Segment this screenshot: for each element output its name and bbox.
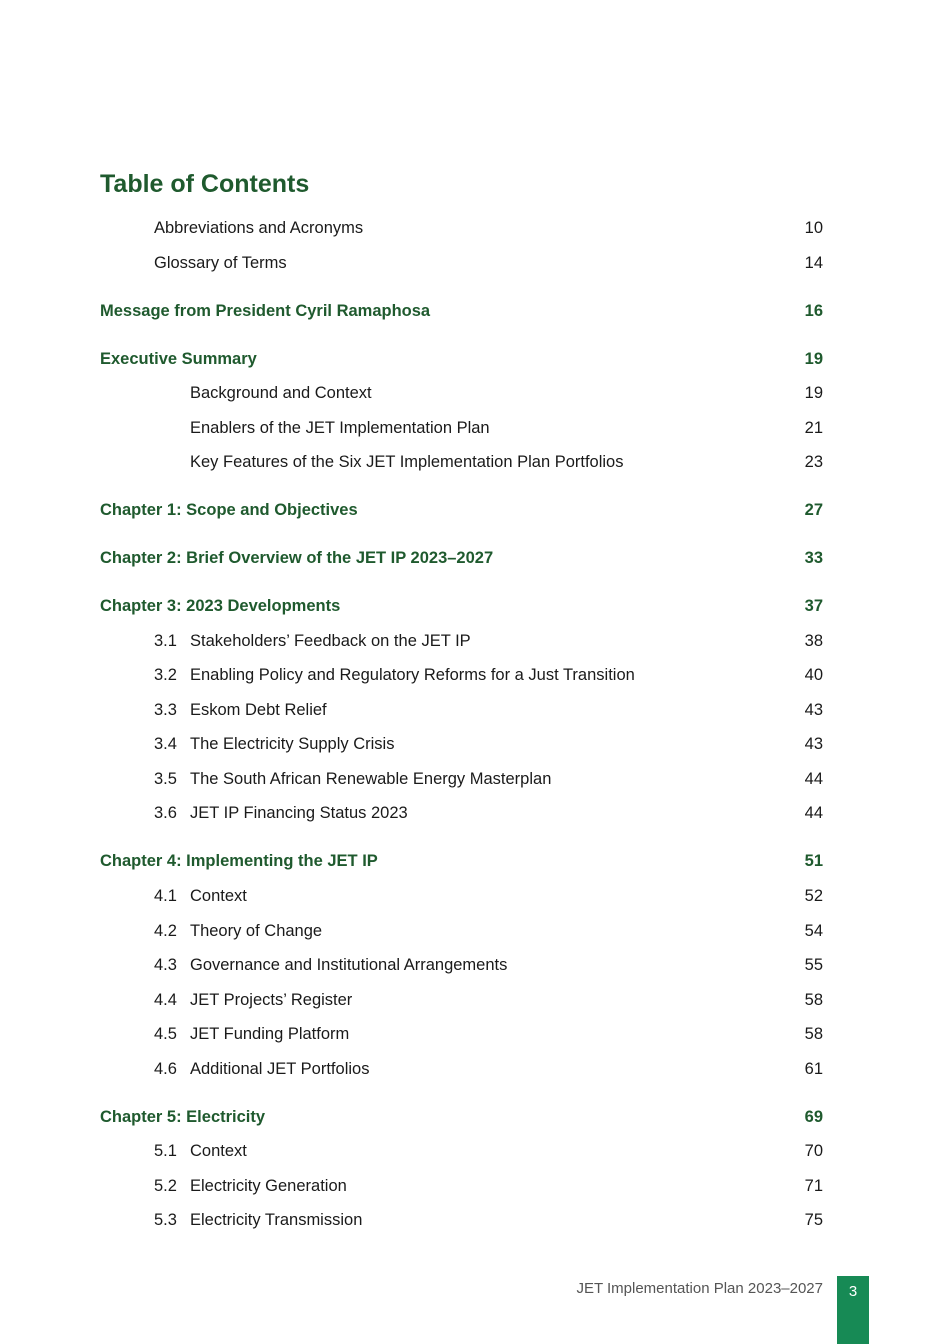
toc-entry-number: 4.1 [154,887,177,905]
toc-entry-page: 69 [804,1108,823,1126]
toc-entry-3-1[interactable] [0,629,950,653]
toc-entry-page: 55 [804,956,823,974]
toc-entry-page: 51 [804,852,823,870]
toc-entry-number: 4.4 [154,991,177,1009]
toc-entry-number: 4.3 [154,956,177,974]
toc-entry-number: 5.3 [154,1211,177,1229]
toc-entry-label: Stakeholders’ Feedback on the JET IP [190,632,471,650]
toc-entry-number: 3.4 [154,735,177,753]
toc-entry-background-context[interactable] [0,381,950,405]
toc-entry-number: 3.2 [154,666,177,684]
toc-entry-page: 54 [804,922,823,940]
toc-entry-chapter-4[interactable] [0,849,950,873]
toc-entry-glossary[interactable] [0,251,950,275]
toc-entry-number: 3.3 [154,701,177,719]
toc-entry-executive-summary[interactable] [0,347,950,371]
toc-entry-page: 58 [804,1025,823,1043]
toc-entry-page: 10 [804,219,823,237]
toc-entry-label: Chapter 5: Electricity [100,1108,266,1126]
toc-entry-label: JET IP Financing Status 2023 [190,804,408,822]
toc-entry-5-1[interactable] [0,1139,950,1163]
toc-entry-page: 19 [804,350,823,368]
toc-entry-label: Background and Context [190,384,372,402]
toc-entry-page: 44 [804,770,823,788]
toc-entry-label: Message from President Cyril Ramaphosa [100,302,431,320]
toc-title: Table of Contents [100,170,310,198]
toc-entry-number: 4.6 [154,1060,177,1078]
toc-entry-label: Enabling Policy and Regulatory Reforms for a Just Transition [190,666,635,684]
toc-entry-label: Eskom Debt Relief [190,701,327,719]
toc-entry-number: 3.6 [154,804,177,822]
toc-entry-3-5[interactable] [0,767,950,791]
footer-document-title: JET Implementation Plan 2023–2027 [576,1280,823,1297]
toc-entry-label: Electricity Transmission [190,1211,363,1229]
toc-entry-4-4[interactable] [0,988,950,1012]
toc-entry-label: The South African Renewable Energy Masterplan [190,770,552,788]
toc-entry-page: 71 [804,1177,823,1195]
toc-entry-label: Additional JET Portfolios [190,1060,370,1078]
toc-entry-4-5[interactable] [0,1022,950,1046]
toc-entry-page: 21 [804,419,823,437]
toc-entry-page: 16 [804,302,823,320]
toc-entry-3-3[interactable] [0,698,950,722]
toc-entry-chapter-3[interactable] [0,594,950,618]
toc-entry-page: 58 [804,991,823,1009]
toc-entry-label: Electricity Generation [190,1177,347,1195]
toc-entry-4-2[interactable] [0,919,950,943]
toc-entry-3-4[interactable] [0,732,950,756]
toc-entry-label: Chapter 1: Scope and Objectives [100,501,358,519]
toc-entry-label: Abbreviations and Acronyms [154,219,364,237]
toc-entry-page: 43 [804,701,823,719]
toc-entry-label: JET Projects’ Register [190,991,353,1009]
toc-entry-page: 33 [804,549,823,567]
toc-entry-label: Key Features of the Six JET Implementation Plan Portfolios [190,453,624,471]
toc-entry-label: The Electricity Supply Crisis [190,735,395,753]
toc-entry-3-6[interactable] [0,801,950,825]
toc-entry-president-message[interactable] [0,299,950,323]
toc-entry-page: 70 [804,1142,823,1160]
toc-entry-page: 19 [804,384,823,402]
page-number-tab: 3 [837,1276,869,1344]
toc-entry-number: 3.1 [154,632,177,650]
toc-entry-abbreviations[interactable] [0,216,950,240]
toc-entry-label: Chapter 3: 2023 Developments [100,597,341,615]
toc-entry-label: Glossary of Terms [154,254,287,272]
toc-entry-4-3[interactable] [0,953,950,977]
toc-entry-page: 37 [804,597,823,615]
toc-entry-label: JET Funding Platform [190,1025,350,1043]
toc-entry-4-1[interactable] [0,884,950,908]
toc-entry-label: Theory of Change [190,922,323,940]
toc-entry-page: 52 [804,887,823,905]
toc-entry-number: 5.1 [154,1142,177,1160]
toc-entry-page: 43 [804,735,823,753]
toc-entry-chapter-2[interactable] [0,546,950,570]
toc-entry-label: Context [190,1142,247,1160]
toc-entry-3-2[interactable] [0,663,950,687]
toc-entry-label: Enablers of the JET Implementation Plan [190,419,490,437]
toc-entry-chapter-5[interactable] [0,1105,950,1129]
toc-entry-page: 23 [804,453,823,471]
toc-entry-key-features[interactable] [0,450,950,474]
toc-entry-number: 4.5 [154,1025,177,1043]
toc-entry-page: 61 [804,1060,823,1078]
toc-entry-page: 44 [804,804,823,822]
toc-entry-page: 14 [804,254,823,272]
toc-entry-label: Chapter 2: Brief Overview of the JET IP 2023–2027 [100,549,494,567]
toc-entry-page: 27 [804,501,823,519]
toc-entry-number: 3.5 [154,770,177,788]
toc-entry-label: Context [190,887,247,905]
toc-entry-page: 75 [804,1211,823,1229]
toc-entry-label: Chapter 4: Implementing the JET IP [100,852,378,870]
toc-entry-page: 38 [804,632,823,650]
toc-entry-4-6[interactable] [0,1057,950,1081]
toc-entry-number: 5.2 [154,1177,177,1195]
toc-entry-page: 40 [804,666,823,684]
toc-entry-number: 4.2 [154,922,177,940]
toc-entry-enablers[interactable] [0,416,950,440]
toc-entry-5-3[interactable] [0,1208,950,1232]
toc-entry-label: Governance and Institutional Arrangements [190,956,508,974]
toc-entry-label: Executive Summary [100,350,257,368]
toc-entry-chapter-1[interactable] [0,498,950,522]
toc-entry-5-2[interactable] [0,1174,950,1198]
